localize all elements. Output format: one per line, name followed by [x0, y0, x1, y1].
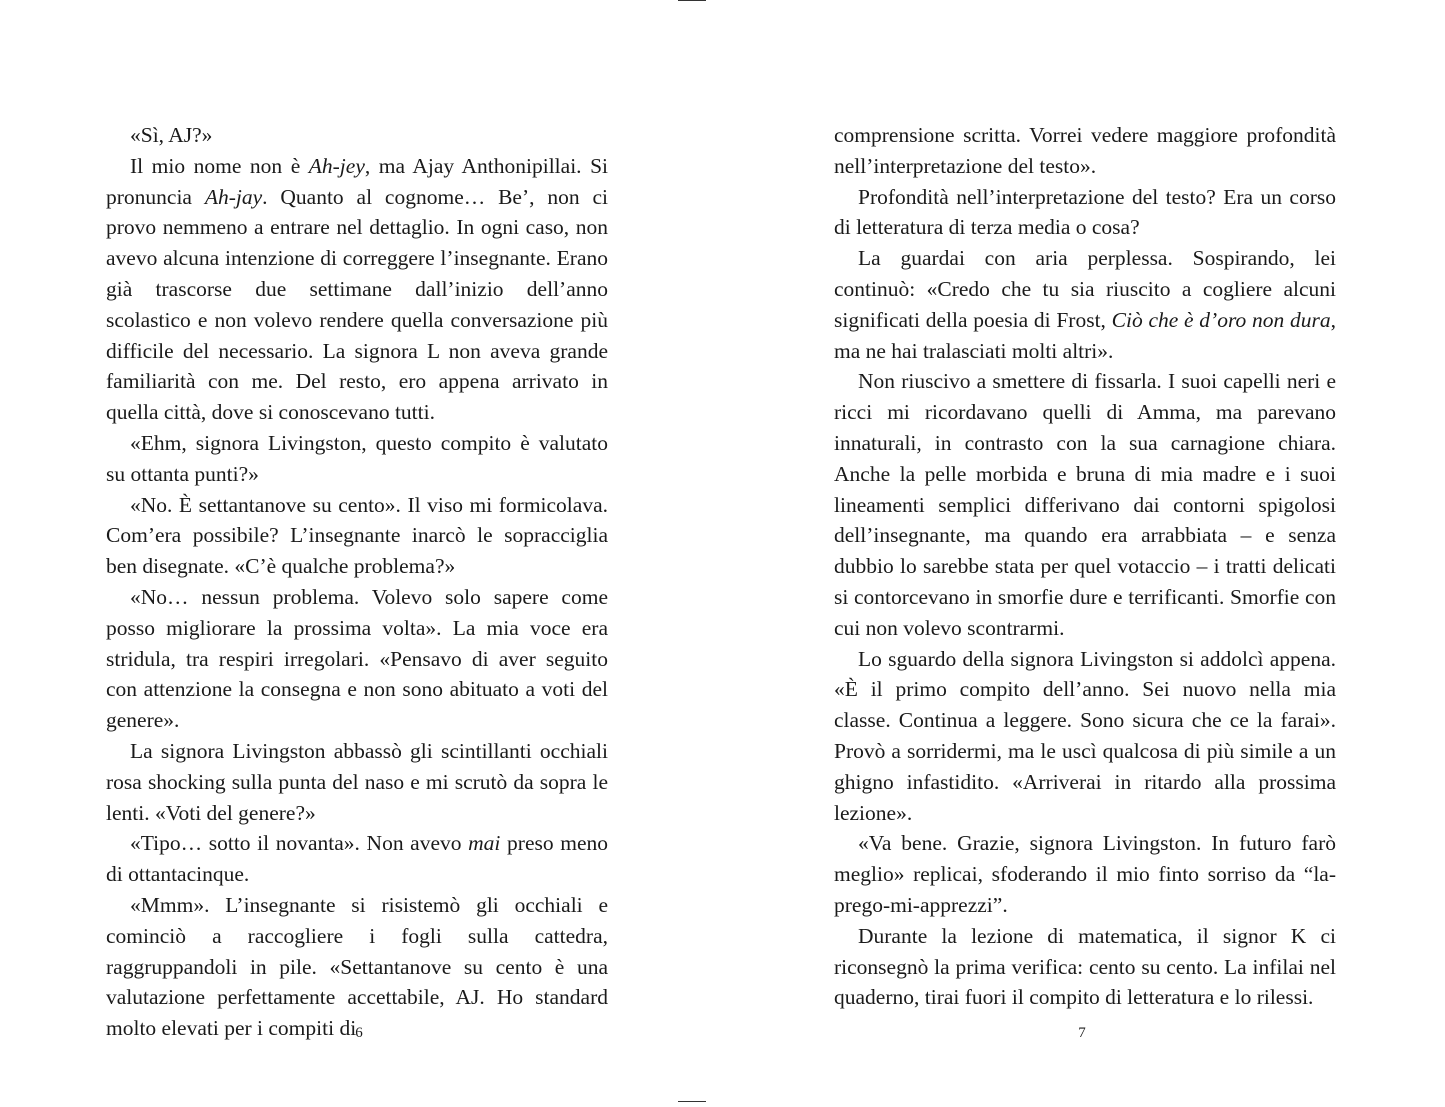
- text-run: Lo sguardo della signora Livingston si addolcì appena. «È il primo compito dell’anno. Sei nuovo nella mia classe. Continua a leggere. Sono sicura che ce la farai». Provò a sorridermi, ma le uscì qualcosa di più simile a un ghigno infastidito. «Arriverai in ritardo alla prossima lezione».: [834, 646, 1336, 825]
- text-run: «Mmm». L’insegnante si risistemò gli occhiali e cominciò a raccogliere i fogli sulla cattedra, raggruppandoli in pile. «Settantanove su cento è una valutazione perfettamente accettabile, AJ. Ho standard molto elevati per i compiti di: [106, 892, 608, 1041]
- paragraph: [834, 921, 1336, 1013]
- text-run: La signora Livingston abbassò gli scintillanti occhiali rosa shocking sulla punta del naso e mi scrutò da sopra le lenti. «Voti del genere?»: [106, 738, 608, 825]
- text-run: «Va bene. Grazie, signora Livingston. In futuro farò meglio» replicai, sfoderando il mio finto sorriso da “la-prego-mi-apprezzi”.: [834, 831, 1336, 917]
- text-run: Il mio nome non è: [130, 153, 309, 178]
- text-run: La guardai con aria perplessa. Sospirando, lei continuò: «Credo che tu sia riuscito a cogliere alcuni significati della poesia di Frost,: [834, 246, 1336, 332]
- text-run: «Tipo… sotto il novanta». Non avevo: [130, 831, 469, 856]
- paragraph: [834, 828, 1336, 920]
- text-run: «No. È settantanove su cento». Il viso mi formicolava. Com’era possibile? L’insegnante inarcò le sopracciglia ben disegnate. «C’è qualche problema?»: [106, 492, 608, 579]
- text-run: preso meno di ottantacinque.: [106, 831, 608, 887]
- text-run: Profondità nell’interpretazione del testo? Era un corso di letteratura di terza media o cosa?: [834, 184, 1336, 240]
- paragraph: [106, 120, 608, 151]
- paragraph: [106, 828, 608, 890]
- paragraph: [834, 644, 1336, 829]
- text-run: comprensione scritta. Vorrei vedere maggiore profondità nell’interpretazione del testo».: [834, 123, 1336, 178]
- paragraph: [106, 151, 608, 428]
- crop-mark-bottom: [678, 1101, 706, 1102]
- italic-text: Ah-jey: [308, 153, 365, 178]
- paragraph: [106, 490, 608, 582]
- text-run: , ma Ajay Anthonipillai. Si pronuncia: [106, 153, 608, 209]
- text-run: «No… nessun problema. Volevo solo sapere come posso migliorare la prossima volta». La mia voce era stridula, tra respiri irregolari. «Pensavo di aver seguito con attenzione la consegna e non sono abituato a voti del genere».: [106, 584, 608, 733]
- paragraph: [106, 736, 608, 828]
- text-run: Non riuscivo a smettere di fissarla. I suoi capelli neri e ricci mi ricordavano quelli di Amma, ma parevano innaturali, in contrasto con la sua carnagione chiara. Anche la pelle morbida e bruna di mia madre e i suoi lineamenti semplici differivano dai contorni spigolosi dell’insegnante, ma quando era arrabbiata – e senza dubbio lo sarebbe stata per quel votaccio – i tratti delicati si contorcevano in smorfie dure e terrificanti. Smorfie con cui non volevo scontrarmi.: [834, 369, 1336, 640]
- paragraph: [106, 890, 608, 1044]
- italic-text: Ah-jay: [204, 184, 263, 209]
- text-run: . Quanto al cognome… Be’, non ci provo nemmeno a entrare nel dettaglio. In ogni caso, non avevo alcuna intenzione di correggere l’insegnante. Erano già trascorse due settimane dall’inizio dell’anno scolastico e non volevo rendere quella conversazione più difficile del necessario. La signora L non aveva grande familiarità con me. Del resto, ero appena arrivato in quella città, dove si conoscevano tutti.: [106, 184, 609, 425]
- paragraph: [834, 182, 1336, 244]
- paragraph: [834, 120, 1336, 182]
- italic-text: Ciò che è d’oro non dura: [1111, 307, 1331, 332]
- paragraph: [834, 243, 1336, 366]
- text-run: «Ehm, signora Livingston, questo compito è valutato su ottanta punti?»: [106, 430, 608, 486]
- right-page-number: 7: [1078, 1025, 1086, 1041]
- text-run: , ma ne hai tralasciati molti altri».: [834, 307, 1336, 363]
- left-page: [106, 120, 609, 1041]
- right-page: [834, 120, 1336, 1010]
- paragraph: [106, 428, 608, 490]
- text-run: Durante la lezione di matematica, il signor K ci riconsegnò la prima verifica: cento su cento. La infilai nel quaderno, tirai fuori il compito di letteratura e lo rilessi.: [834, 923, 1336, 1010]
- text-run: «Sì, AJ?»: [130, 123, 213, 147]
- paragraph: [106, 582, 608, 736]
- left-page-number: 6: [355, 1025, 363, 1041]
- crop-mark-top: [678, 0, 706, 1]
- paragraph: [834, 366, 1336, 643]
- italic-text: mai: [468, 831, 501, 856]
